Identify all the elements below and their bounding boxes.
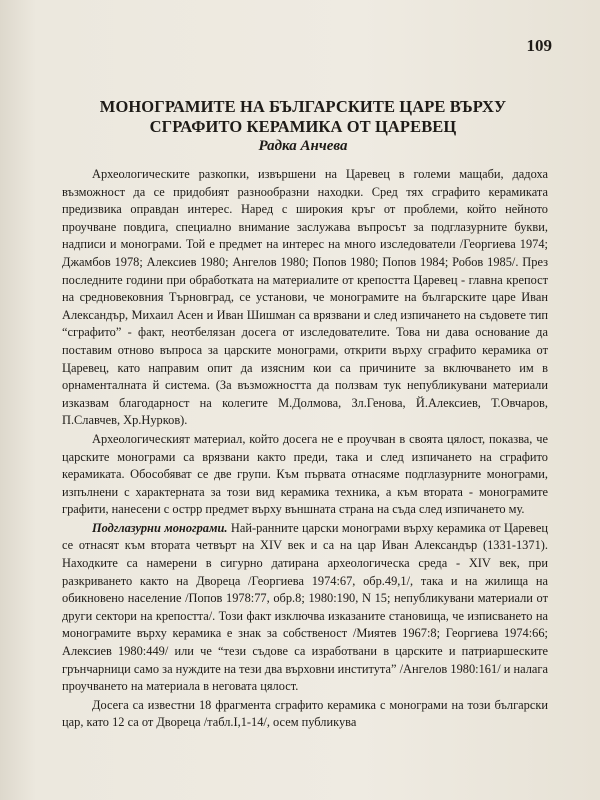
section-lead: Подглазурни монограми. — [92, 520, 228, 535]
paragraph-1: Археологическите разкопки, извършени на Царевец в големи мащаби, дадоха възможност да се придобият разнообразни находки. Сред тях сграфито керамиката предизвика оправдан интерес. Наред с широкия кръг от проблеми, който нейното проучване повдига, специално внимание заслужава въпросът за подглазурните букви, надписи и монограми. Той е предмет на интерес на много изследователи /Георгиева 1974; Джамбов 1978; Алексиев 1980; Ангелов 1980; Попов 1980; Попов 1984; Робов 1985/. През последните години при обработката на материалите от крепостта Царевец - главна крепост на средновековния Търновград, се установи, че монограмите на българските царе Иван Александър, Михаил Асен и Иван Шишман са врязвани и след изпичането на съдовете тип “сграфито” - факт, неотбелязан досега от изследователите. Това ни дава основание да поставим отново въпроса за царските монограми, открити върху сграфито керамика от Царевец, като направим опит да изясним кои са причините за включването им в орнаменталната й система. (За възможността да ползвам тук непубликувани материали изказвам благодарност на колегите М.Долмова, Зл.Генова, Й.Алексиев, Т.Овчаров, П.Славчев, Хр.Нурков). — [62, 167, 548, 428]
paragraph-3-text: Най-ранните царски монограми върху керамика от Царевец се отнасят към втората четвърт на XIV век и са на цар Иван Александър (1331-1371). Находките са намерени в сигурно датирана археологическа среда - XIV век, при разкриването както на Двореца /Георгиева 1974:67, обр.49,1/, така и на жилища на обикновено население /Попов 1978:77, обр.8; 1980:190, N 15; непубликувани материали от други сектори на крепостта/. Този факт изключва изказаните становища, че изписването на монограмите върху керамика е знак за собственост /Миятев 1967:8; Георгиева 1974:66; Алексиев 1980:449/ или че “тези съдове са изработвани в царските и патриаршеските грънчарници само за нуждите на тези два върховни института” /Ангелов 1980:161/ и налага проучването на материала в неговата цялост. — [62, 520, 548, 694]
paragraph-2: Археологическият материал, който досега не е проучван в своята цялост, показва, че царските монограми са врязвани както преди, така и след изпичането на сграфито керамиката. Обособяват се две групи. Към първата отнасяме подглазурните монограми, изпълнени с характерната за този вид керамика техника, а към втората - монограмите графити, нанесени с острр предмет върху външната страна на съда след изпичането му. — [62, 431, 548, 517]
article-body — [62, 166, 548, 732]
author-name: Радка Анчева — [258, 138, 348, 154]
title-line-1: МОНОГРАМИТЕ НА БЪЛГАРСКИТЕ ЦАРЕ ВЪРХУ — [99, 97, 507, 116]
page-number: 109 — [526, 36, 552, 55]
paragraph-3 — [62, 520, 548, 696]
paragraph-4: Досега са известни 18 фрагмента сграфито керамика с монограми на този български цар, като 12 са от Двореца /табл.I,1-14/, осем публикува — [62, 697, 548, 730]
article-title — [60, 97, 546, 137]
title-line-2: СГРАФИТО КЕРАМИКА ОТ ЦАРЕВЕЦ — [149, 117, 457, 136]
